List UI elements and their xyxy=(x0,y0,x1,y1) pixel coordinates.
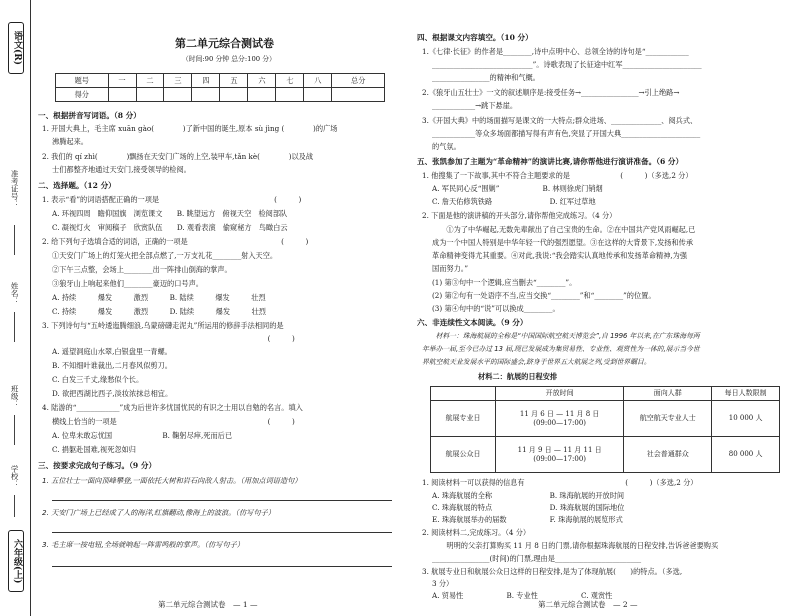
option-row: A. 珠海航展的全称 B. 珠海航展的开放时间 xyxy=(432,491,625,500)
passage-text: ①为了中华崛起,无数先辈献出了自己宝贵的生命。②在中国共产党风雨崛起,已 xyxy=(432,225,696,234)
option-row: C. 捐躯赴国难,视死忽如归 xyxy=(52,445,136,454)
table-cell: 航空航天专业人士 xyxy=(624,401,712,437)
table-header: 面向人群 xyxy=(624,387,712,401)
line-name xyxy=(14,312,15,342)
question-text: ________________的精神和气概。 xyxy=(432,73,540,82)
question-text: ( ) xyxy=(52,334,295,343)
question-text: 1.《七律·长征》的作者是________,诗中点明中心、总领全诗的诗句是“____________ xyxy=(422,47,689,56)
question-text: ____________等众多场面都描写得有声有色,突显了开国大典______________________ xyxy=(432,129,701,138)
score-header-cell: 八 xyxy=(304,74,332,88)
label-school: 学校： xyxy=(10,465,20,488)
question-text: 3. 航展专业日和航展公众日这样的日程安排,是为了体现航展( )的特点。（多选, xyxy=(422,567,683,576)
score-input-cell[interactable] xyxy=(108,88,136,102)
score-input-cell[interactable] xyxy=(248,88,276,102)
option-row: A. 军民同心反“围剿” B. 林则徐虎门销烟 xyxy=(432,184,603,193)
question-text: 士们都整齐地通过天安门,接受领导的检阅。 xyxy=(52,165,191,174)
question-text: (1) 第③句中一个逻辑,应当删去“________”。 xyxy=(432,278,577,287)
answer-line[interactable] xyxy=(52,566,392,567)
line-class xyxy=(14,415,15,445)
label-exam-number: 准考证号： xyxy=(10,170,20,208)
page-footer: 第二单元综合测试卷 — 1 — xyxy=(158,599,258,609)
section-2-heading: 二、选择题。（12 分） xyxy=(38,181,116,190)
question-text: 横线上恰当的一项是 ( ) xyxy=(52,417,295,426)
question-text: 1. 他搜集了一下故事,其中不符合主题要求的是 ( )（多选,2 分） xyxy=(422,171,693,180)
score-label-cell: 得分 xyxy=(56,88,109,102)
table-header: 每日人数限制 xyxy=(712,387,780,401)
score-header-cell: 四 xyxy=(192,74,220,88)
score-header-cell: 七 xyxy=(276,74,304,88)
score-input-cell[interactable] xyxy=(136,88,164,102)
score-header-cell: 三 xyxy=(164,74,192,88)
score-header-cell: 六 xyxy=(248,74,276,88)
question-text: ①天安门广场上的灯笼火把全部点燃了,一万支礼花________射入天空。 xyxy=(52,251,278,260)
table-cell: 社会普通群众 xyxy=(624,437,712,473)
question-text: 2. 天安门广场上已经成了人的海洋,红旗翻动,像海上的波浪。（仿写句子） xyxy=(42,508,275,517)
question-text: 2.《狼牙山五壮士》一文的叙述顺序是:接受任务→________________→引上绝路→ xyxy=(422,88,680,97)
question-text: 沸腾起来。 xyxy=(52,137,88,146)
section-6-heading: 六、非连续性文本阅读。（9 分） xyxy=(417,318,528,327)
score-input-cell[interactable] xyxy=(304,88,332,102)
question-text: 1. 五位壮士一面向顶峰攀登,一面依托大树和岩石向敌人射击。（用加点词语造句） xyxy=(42,476,302,485)
answer-line[interactable] xyxy=(52,532,392,533)
question-text: 3. 下列诗句与“五岭逶迤腾细浪,乌蒙磅礴走泥丸”所运用的修辞手法相同的是 xyxy=(42,321,284,330)
table-corner xyxy=(431,387,496,401)
score-table xyxy=(55,73,385,102)
question-text: 的气氛。 xyxy=(432,142,461,151)
table-row-label: 航展专业日 xyxy=(431,401,496,437)
line-school xyxy=(14,495,15,517)
passage-text: 年举办一届,至今已办过 13 届,现已发展成为集贸易性、专业性、观赏性为一体的,展示当今世 xyxy=(422,345,700,353)
option-row: A. 遥望洞庭山水翠,白银盘里一青螺。 xyxy=(52,347,172,356)
option-row: C. 持续 爆发 激烈 D. 陆续 爆发 壮烈 xyxy=(52,307,266,316)
score-header-cell: 题号 xyxy=(56,74,109,88)
section-4-heading: 四、根据课文内容填空。（10 分） xyxy=(417,33,533,42)
question-text: 3 分） xyxy=(432,579,454,588)
answer-line[interactable] xyxy=(52,500,392,501)
table-cell: 80 000 人 xyxy=(712,437,780,473)
question-text: 4. 陆游的“____________”成为后世许多忧国忧民的有识之士用以自勉的名言。填入 xyxy=(42,403,303,412)
score-header-cell: 五 xyxy=(220,74,248,88)
passage-text: 材料一：珠海航展的全称是“中国国际航空航天博览会”,自 1996 年以来,在广东珠海每两 xyxy=(422,332,700,340)
section-5-heading: 五、张凯参加了主题为“革命精神”的演讲比赛,请你帮他进行演讲准备。（6 分） xyxy=(417,157,684,166)
score-input-cell[interactable] xyxy=(192,88,220,102)
option-row: E. 珠海航展举办的届数 F. 珠海航展的展览形式 xyxy=(432,515,623,524)
question-text: 1. 表示“看”的词语搭配正确的一项是 ( ) xyxy=(42,195,302,204)
question-text: ____________→跳下悬崖。 xyxy=(432,101,518,110)
score-input-cell[interactable] xyxy=(164,88,192,102)
option-row: C. 白发三千丈,缘愁似个长。 xyxy=(52,375,144,384)
question-text: (2) 第②句有一处语序不当,应当交换“________”和“________”的位置。 xyxy=(432,291,656,300)
option-row: A. 环视四周 瞻仰国旗 浏览课文 B. 眺望远方 俯视天空 检阅部队 xyxy=(52,209,288,218)
table-row-label: 航展公众日 xyxy=(431,437,496,473)
question-text: 2. 给下列句子选填合适的词语，正确的一项是 ( ) xyxy=(42,237,309,246)
grade-badge: 六年级(上) xyxy=(8,530,24,592)
table-cell: 11 月 6 日 — 11 月 8 日 (09:00—17:00) xyxy=(496,401,624,437)
score-input-cell[interactable] xyxy=(276,88,304,102)
option-row: A. 位卑未敢忘忧国 B. 鞠躬尽瘁,死而后已 xyxy=(52,431,233,440)
label-name: 姓名： xyxy=(10,282,20,305)
table-cell: 10 000 人 xyxy=(712,401,780,437)
edition-badge: 语文(R) xyxy=(8,22,24,74)
label-class: 班级： xyxy=(10,385,20,408)
option-row: B. 不知细叶谁裁出,二月春风似剪刀。 xyxy=(52,361,172,370)
option-row: A. 贸易性 B. 专业性 C. 观赏性 xyxy=(432,591,613,600)
passage-text: 界航空航天业发展水平的国际盛会,跻身于世界五大航展之列,受到世界瞩目。 xyxy=(422,358,651,366)
question-text: ____________________________”。诗歌表现了长征途中红军______________________ xyxy=(432,60,702,69)
passage-text: 国而努力。” xyxy=(432,264,469,273)
score-input-cell[interactable] xyxy=(220,88,248,102)
question-text: 1. 阅读材料一可以获得的信息有 ( )（多选,2 分） xyxy=(422,478,698,487)
line-exam-number xyxy=(14,225,15,255)
section-3-heading: 三、按要求完成句子练习。（9 分） xyxy=(38,461,157,470)
question-text: ________________(时间)的门票,理由是________________________ xyxy=(432,554,642,563)
option-row: C. 珠海航展的特点 D. 珠海航展的国际地位 xyxy=(432,503,625,512)
question-text: 3.《开国大典》中的场面描写是课文的一大特点;群众进场、______________、阅兵式、 xyxy=(422,116,698,125)
exam-meta: （时间:90 分钟 总分:100 分） xyxy=(182,55,276,63)
table-header: 开放时间 xyxy=(496,387,624,401)
score-header-cell: 总分 xyxy=(332,74,385,88)
section-1-heading: 一、根据拼音写词语。（8 分） xyxy=(38,111,141,120)
option-row: A. 持续 爆发 激烈 B. 陆续 爆发 壮烈 xyxy=(52,293,266,302)
passage-text: 革命精神变得尤其重要。④对此,我说:“我会踏实认真地传承和发扬革命精神,为强 xyxy=(432,251,688,260)
question-text: 2. 阅读材料二,完成练习。（4 分） xyxy=(422,528,531,537)
passage-text: 成为一个中国人特别是中华年轻一代的强烈愿望。③在这样的大背景下,发扬和传承 xyxy=(432,238,694,247)
question-text: 2. 下面是他的演讲稿的开头部分,请你帮他完成练习。（4 分） xyxy=(422,211,617,220)
question-text: (3) 第④句中的“说”可以换成________。 xyxy=(432,304,560,313)
option-row: C. 凝视灯火 审阅稿子 欣赏队伍 D. 观看表演 偷窥秘方 鸟瞰白云 xyxy=(52,223,288,232)
table-cell: 11 月 9 日 — 11 月 11 日 (09:00—17:00) xyxy=(496,437,624,473)
question-text: ②下午三点整，会场上________出一阵排山倒海的掌声。 xyxy=(52,265,232,274)
question-text: 明明的父亲打算购买 11 月 8 日的门票,请你根据珠海航展的日程安排,告诉爸爸要购买 xyxy=(432,541,719,550)
binding-strip xyxy=(0,0,31,616)
question-text: 3. 毛主席一按电钮,全场就响起一阵雷鸣般的掌声。（仿写句子） xyxy=(42,540,244,549)
question-text: ③狼牙山上响起来他们________豪迈的口号声。 xyxy=(52,279,203,288)
question-text: 1. 开国大典上，毛主席 xuān gào( )了新中国的诞生,原本 sù jìng ( )的广场 xyxy=(42,124,338,133)
option-row: D. 欲把西湖比西子,淡妆浓抹总相宜。 xyxy=(52,389,173,398)
score-header-cell: 一 xyxy=(108,74,136,88)
question-text: 2. 我们的 qí zhì( )飘扬在天安门广场的上空,装甲车,tǎn kè( )以及战 xyxy=(42,152,314,161)
option-row: C. 詹天佑修筑铁路 D. 红军过草地 xyxy=(432,197,596,206)
fair-schedule-table xyxy=(430,386,780,473)
page-footer: 第二单元综合测试卷 — 2 — xyxy=(538,599,638,609)
material-2-title: 材料二：航展的日程安排 xyxy=(478,372,558,381)
page-title: 第二单元综合测试卷 xyxy=(175,37,274,50)
score-header-cell: 二 xyxy=(136,74,164,88)
score-input-cell[interactable] xyxy=(332,88,385,102)
